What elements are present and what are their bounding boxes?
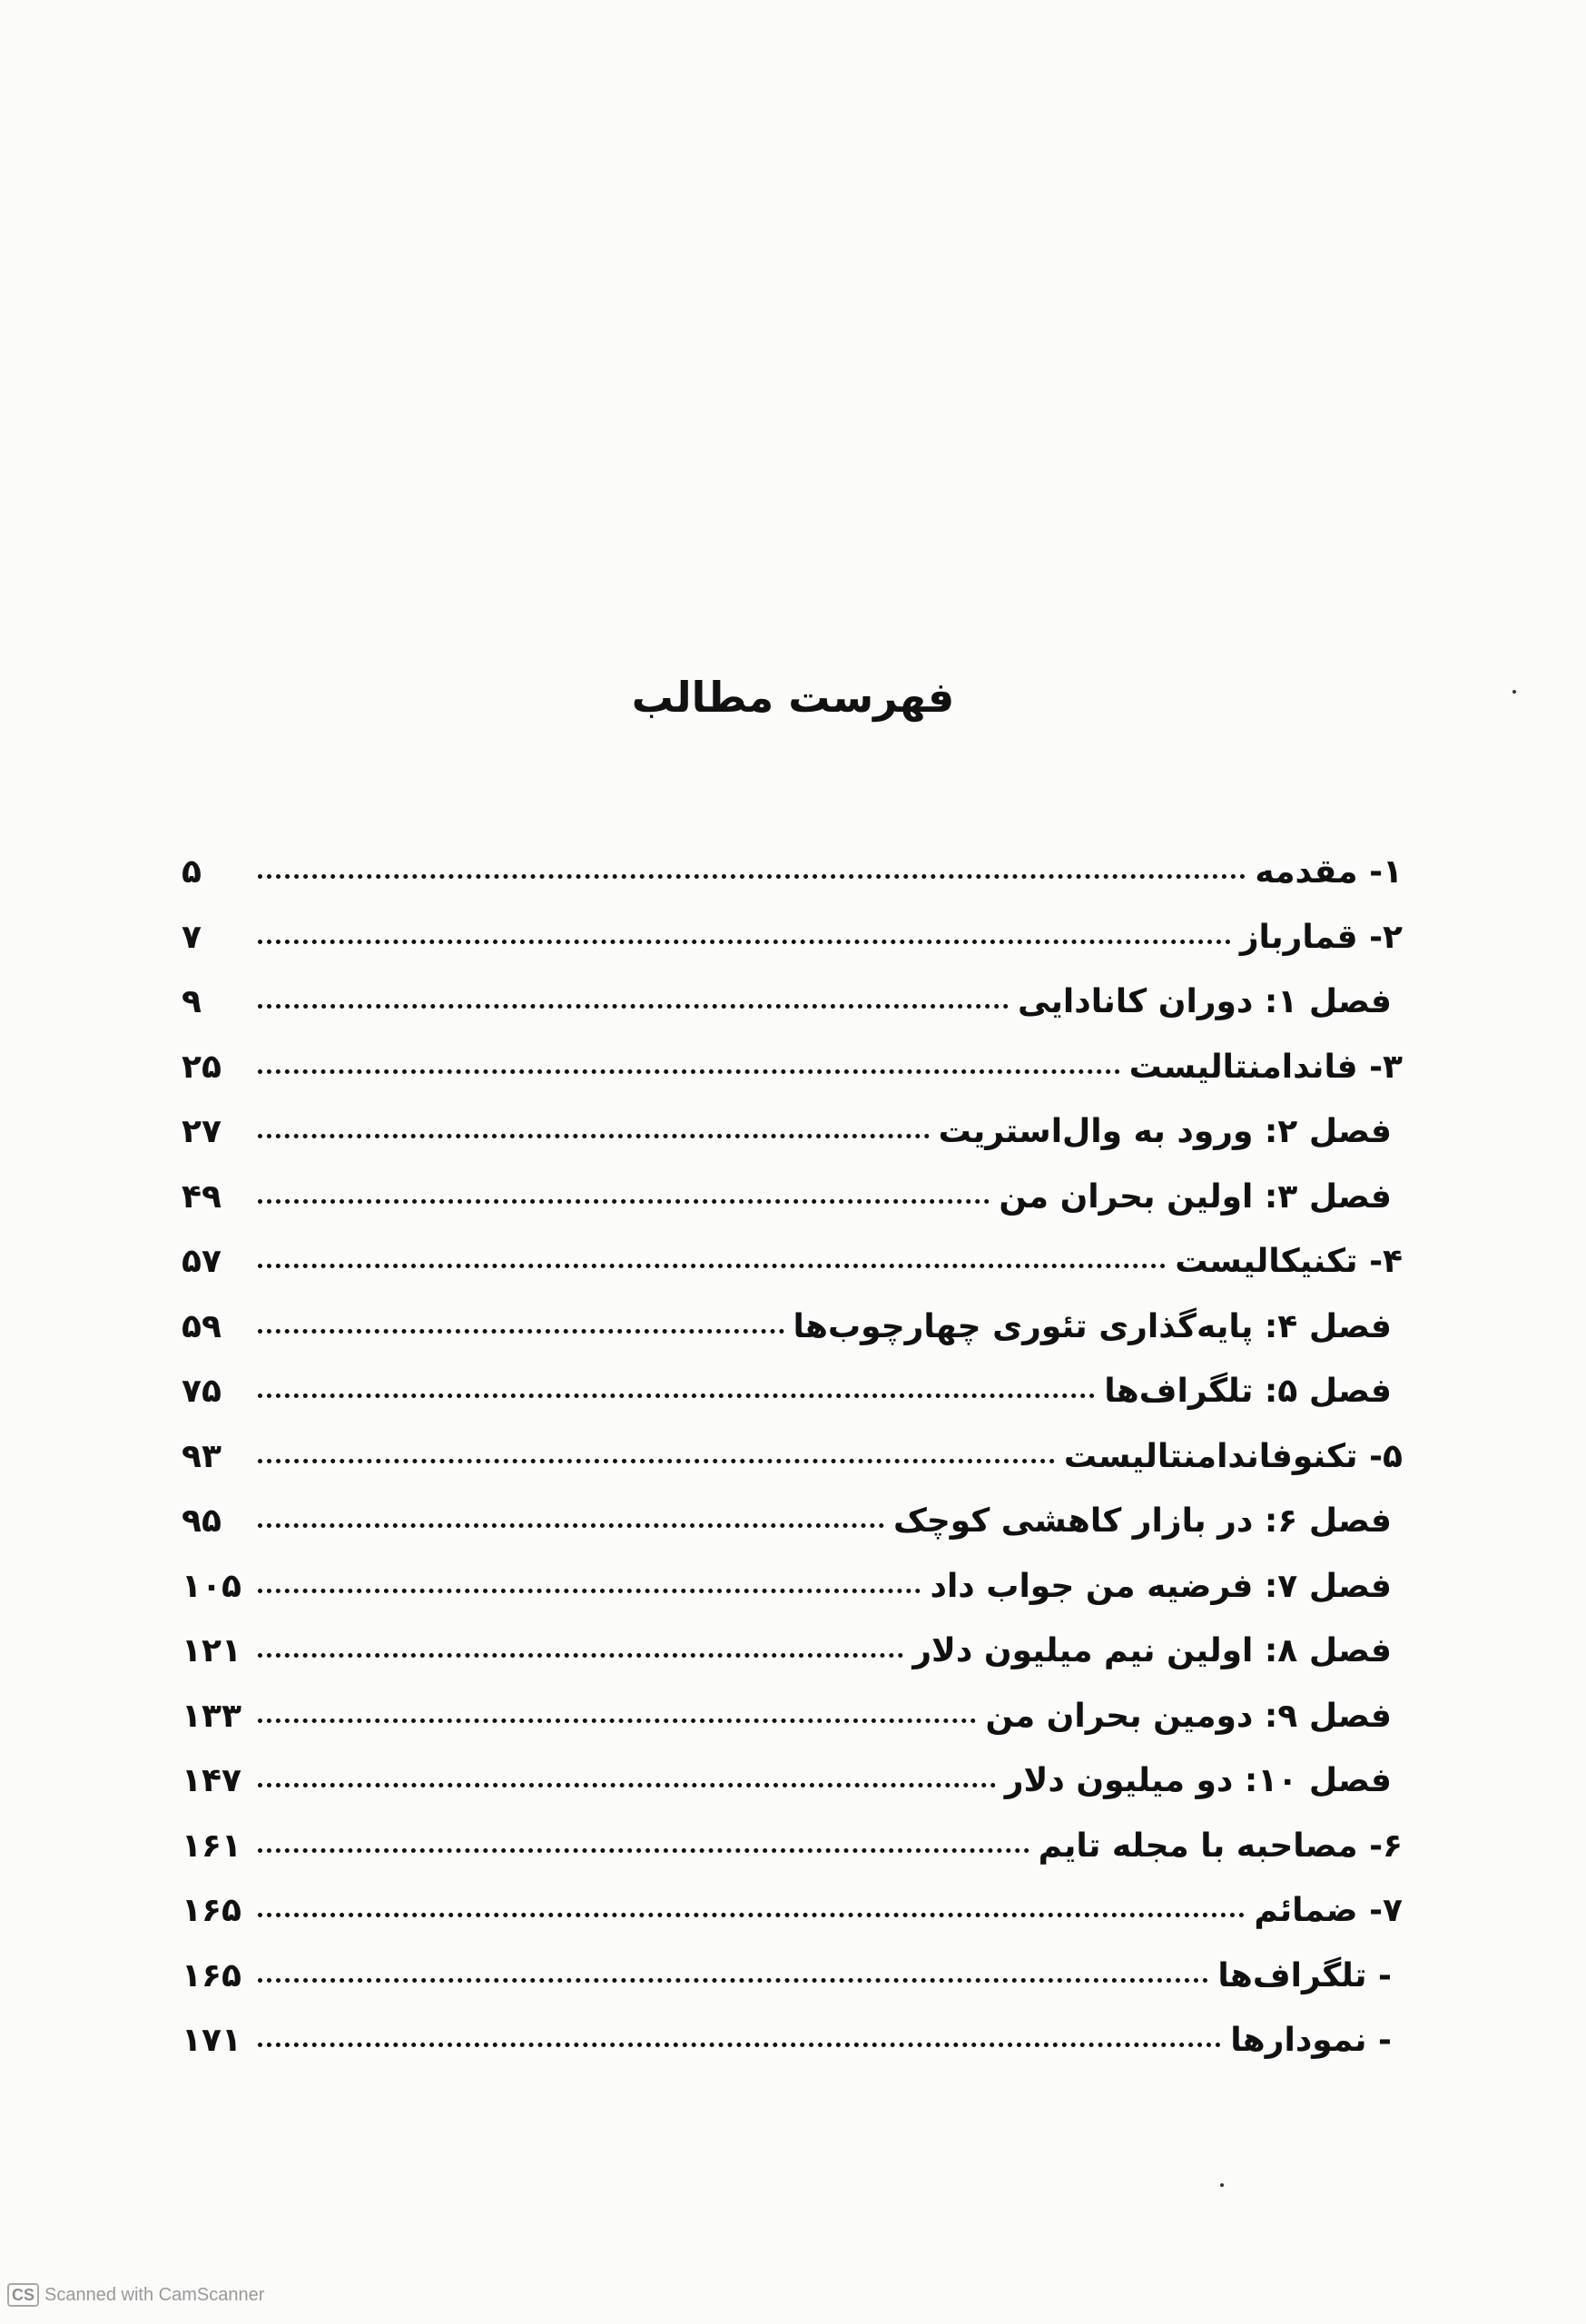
toc-entry <box>182 1424 1403 1490</box>
toc-entry-page: ۲۷ <box>182 1113 222 1150</box>
dot-leader <box>258 1978 1208 1983</box>
table-of-contents <box>182 840 1403 2073</box>
toc-entry-page: ۵ <box>182 853 202 891</box>
toc-entry <box>182 1035 1403 1100</box>
toc-entry-title: فصل ۲: ورود به وال‌استریت <box>938 1113 1392 1150</box>
toc-entry-title: فصل ۶: در بازار کاهشی کوچک <box>892 1502 1392 1540</box>
toc-entry <box>182 1684 1403 1749</box>
toc-entry <box>182 1748 1403 1814</box>
toc-entry <box>182 2008 1403 2073</box>
toc-entry <box>182 1814 1403 1879</box>
toc-entry-title: فصل ۳: اولین بحران من <box>999 1177 1392 1216</box>
toc-entry <box>182 970 1403 1035</box>
dot-leader <box>258 1523 884 1528</box>
dot-leader <box>258 874 1246 879</box>
toc-entry <box>182 1295 1403 1360</box>
toc-entry-page: ۵۷ <box>182 1243 222 1280</box>
toc-entry-page: ۱۶۵ <box>182 1956 241 1994</box>
dot-leader <box>258 1913 1245 1917</box>
dot-leader <box>258 1004 1009 1009</box>
dot-leader <box>258 1848 1029 1853</box>
toc-entry-title: ۳- فاندامنتالیست <box>1128 1048 1403 1086</box>
scanner-watermark-text: Scanned with CamScanner <box>44 2284 265 2305</box>
toc-entry <box>182 1229 1403 1295</box>
toc-entry-page: ۷ <box>182 918 202 956</box>
toc-entry-title: فصل ۱۰: دو میلیون دلار <box>1004 1762 1392 1799</box>
scan-speck <box>1512 690 1516 694</box>
toc-entry-title: ۶- مصاحبه با مجله تایم <box>1038 1827 1403 1865</box>
toc-entry <box>182 840 1403 905</box>
dot-leader <box>258 1589 921 1593</box>
toc-entry-title: ۵- تکنوفاندامنتالیست <box>1063 1437 1403 1475</box>
dot-leader <box>258 1134 930 1138</box>
toc-entry <box>182 1944 1403 2009</box>
page-title: فهرست مطالب <box>631 673 955 722</box>
toc-entry-title: فصل ۱: دوران کانادایی <box>1017 983 1392 1020</box>
dot-leader <box>258 1459 1055 1463</box>
toc-entry-title: فصل ۷: فرضیه من جواب داد <box>930 1567 1392 1605</box>
toc-entry <box>182 1878 1403 1944</box>
toc-entry-page: ۱۴۷ <box>182 1762 241 1799</box>
dot-leader <box>258 1718 976 1723</box>
toc-entry <box>182 1099 1403 1165</box>
toc-entry-page: ۴۹ <box>182 1177 222 1216</box>
toc-entry-page: ۱۷۱ <box>182 2022 241 2059</box>
toc-entry-title: ۱- مقدمه <box>1255 853 1403 891</box>
dot-leader <box>258 1199 990 1204</box>
dot-leader <box>258 1783 996 1787</box>
dot-leader <box>258 1653 903 1658</box>
toc-entry-page: ۱۰۵ <box>182 1567 241 1605</box>
toc-entry-title: - نمودارها <box>1230 2022 1392 2059</box>
toc-entry-page: ۹ <box>182 983 202 1020</box>
toc-entry-page: ۹۵ <box>182 1502 222 1540</box>
camscanner-logo: CS <box>7 2283 39 2307</box>
dot-leader <box>258 1264 1166 1268</box>
scan-speck <box>1220 2183 1224 2187</box>
toc-entry <box>182 1165 1403 1230</box>
toc-entry-title: ۴- تکنیکالیست <box>1175 1243 1403 1280</box>
toc-entry-title: - تلگراف‌ها <box>1217 1956 1392 1994</box>
toc-entry <box>182 1619 1403 1684</box>
toc-entry-title: ۲- قمارباز <box>1239 918 1403 956</box>
dot-leader <box>258 2043 1221 2047</box>
scanner-watermark <box>7 2283 264 2307</box>
toc-entry-page: ۱۳۳ <box>182 1697 241 1735</box>
toc-entry-page: ۱۶۵ <box>182 1892 241 1929</box>
toc-entry <box>182 1554 1403 1620</box>
toc-entry <box>182 1489 1403 1554</box>
toc-entry-page: ۲۵ <box>182 1048 222 1086</box>
toc-entry <box>182 1359 1403 1424</box>
toc-entry-title: فصل ۴: پایه‌گذاری تئوری چهارچوب‌ها <box>793 1307 1392 1345</box>
dot-leader <box>258 940 1231 944</box>
toc-entry-page: ۵۹ <box>182 1307 222 1345</box>
toc-entry-page: ۷۵ <box>182 1373 222 1410</box>
dot-leader <box>258 1393 1095 1398</box>
toc-entry-title: فصل ۸: اولین نیم میلیون دلار <box>912 1632 1392 1669</box>
toc-entry-title: فصل ۵: تلگراف‌ها <box>1104 1373 1392 1410</box>
toc-entry-title: ۷- ضمائم <box>1254 1892 1403 1929</box>
dot-leader <box>258 1329 784 1334</box>
dot-leader <box>258 1069 1120 1074</box>
toc-entry-page: ۹۳ <box>182 1437 222 1475</box>
toc-entry <box>182 905 1403 970</box>
toc-entry-title: فصل ۹: دومین بحران من <box>985 1697 1392 1735</box>
toc-entry-page: ۱۲۱ <box>182 1632 241 1669</box>
toc-entry-page: ۱۶۱ <box>182 1827 241 1865</box>
